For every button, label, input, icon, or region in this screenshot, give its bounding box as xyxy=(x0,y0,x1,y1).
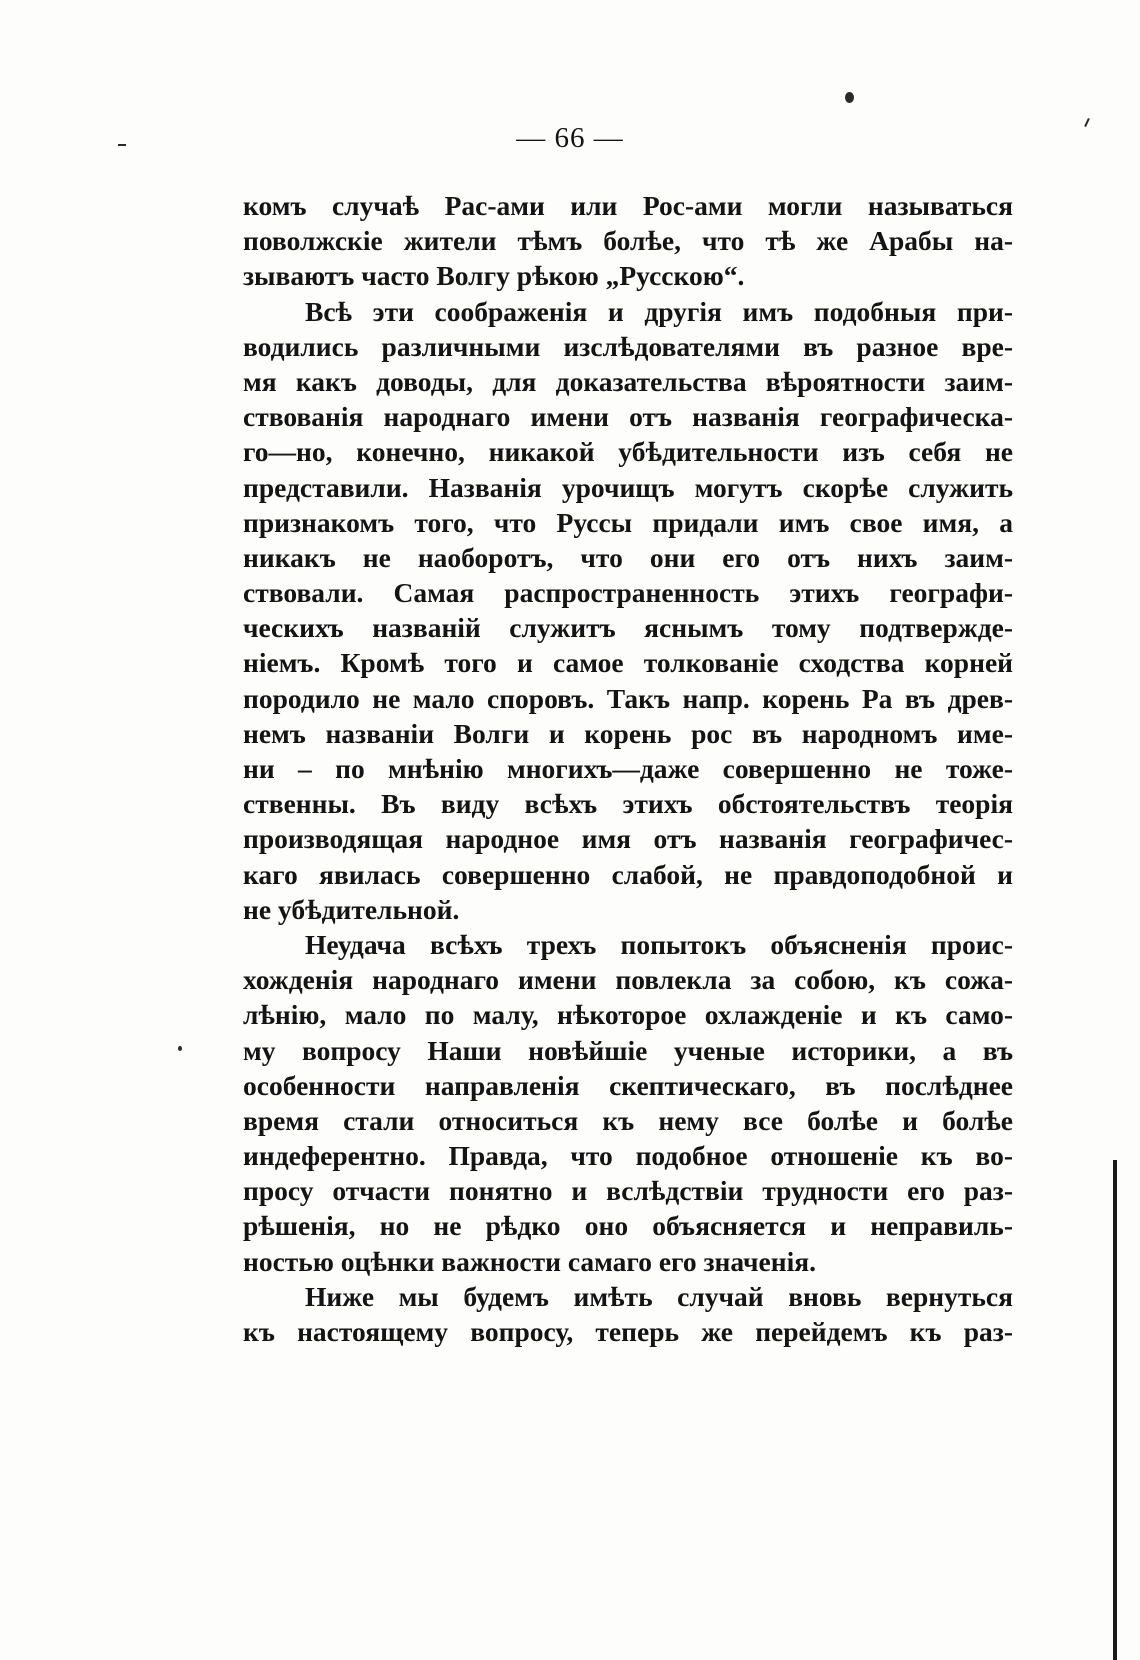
text-line: особенности направленія скептическаго, въ послѣднее xyxy=(243,1069,1013,1101)
text-line: ностью оцѣнки важности самаго его значенія. xyxy=(243,1245,816,1277)
text-line: Неудача всѣхъ трехъ попытокъ объясненія проис- xyxy=(305,928,1013,960)
text-line: комъ случаѣ Рас-ами или Рос-ами могли называться xyxy=(243,190,1013,221)
text-line: Всѣ эти соображенія и другія имъ подобныя при- xyxy=(305,295,1013,327)
paragraph-3 xyxy=(243,927,1013,1279)
text-line: рѣшенія, но не рѣдко оно объясняется и неправиль- xyxy=(243,1210,1013,1242)
scan-speck xyxy=(118,144,126,146)
paragraph-2 xyxy=(243,294,1013,927)
text-line: никакъ не наоборотъ, что они его отъ нихъ заим- xyxy=(243,541,1013,573)
text-line: время стали относиться къ нему все болѣе и болѣе xyxy=(243,1104,1013,1136)
text-line: поволжскіе жители тѣмъ болѣе, что тѣ же Арабы на- xyxy=(243,225,1013,257)
text-line: Ниже мы будемъ имѣть случай вновь вернуться xyxy=(305,1280,1013,1312)
text-line: ни – по мнѣнію многихъ—даже совершенно не тоже- xyxy=(243,753,1013,784)
text-line: зываютъ часто Волгу рѣкою „Русскою“. xyxy=(243,260,745,292)
text-line: каго явилась совершенно слабой, не правдоподобной и xyxy=(243,858,1013,890)
text-line: му вопросу Наши новѣйшіе ученые историки, а въ xyxy=(243,1034,1013,1066)
text-line: къ настоящему вопросу, теперь же перейдемъ къ раз- xyxy=(243,1316,1013,1347)
text-line: ніемъ. Кромѣ того и самое толкованіе сходства корней xyxy=(243,647,1013,679)
scan-speck xyxy=(845,92,854,103)
text-line: просу отчасти понятно и вслѣдствіи трудности его раз- xyxy=(243,1175,1013,1207)
text-line: водились различными изслѣдователями въ разное вре- xyxy=(243,330,1013,362)
paragraph-4 xyxy=(243,1279,1013,1349)
scan-speck xyxy=(178,1046,182,1051)
text-line: производящая народное имя отъ названія географичес- xyxy=(243,823,1013,855)
text-line: ческихъ названій служитъ яснымъ тому подтвержде- xyxy=(243,612,1013,644)
text-line: хожденія народнаго имени повлекла за собою, къ сожа- xyxy=(243,964,1013,996)
text-line: ственны. Въ виду всѣхъ этихъ обстоятельствъ теорія xyxy=(243,788,1013,820)
text-line: не убѣдительной. xyxy=(243,893,460,925)
text-line: лѣнію, мало по малу, нѣкоторое охлажденіе и къ само- xyxy=(243,999,1013,1031)
text-line: признакомъ того, что Руссы придали имъ свое имя, а xyxy=(243,506,1013,538)
text-line: индеферентно. Правда, что подобное отношеніе къ во- xyxy=(243,1140,1013,1172)
text-line: ствованія народнаго имени отъ названія географическа- xyxy=(243,401,1013,433)
paragraph-1 xyxy=(243,188,1013,294)
page-number: — 66 — xyxy=(516,122,624,154)
text-line: го—но, конечно, никакой убѣдительности изъ себя не xyxy=(243,436,1013,468)
text-line: немъ названіи Волги и корень рос въ народномъ име- xyxy=(243,717,1013,749)
scan-speck xyxy=(1113,1160,1117,1660)
body-text xyxy=(243,188,1013,1349)
text-line: ствовали. Самая распространенность этихъ географи- xyxy=(243,577,1013,609)
text-line: представили. Названія урочищъ могутъ скорѣе служить xyxy=(243,471,1013,503)
text-line: мя какъ доводы, для доказательства вѣроятности заим- xyxy=(243,365,1013,397)
text-line: породило не мало споровъ. Такъ напр. корень Ра въ древ- xyxy=(243,682,1013,714)
